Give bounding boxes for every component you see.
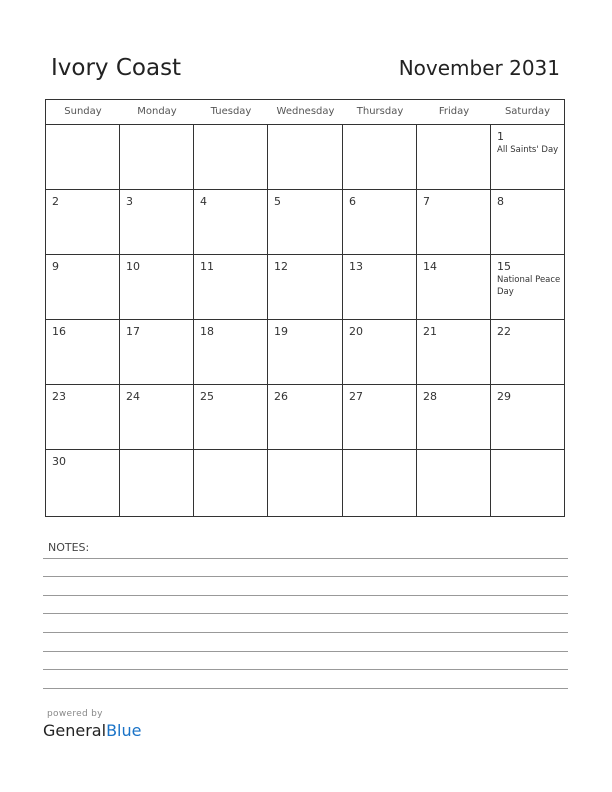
day-cell (194, 320, 268, 385)
day-number: 28 (423, 390, 437, 403)
day-cell (268, 125, 343, 190)
day-cell (194, 255, 268, 320)
day-cell (268, 320, 343, 385)
day-number: 7 (423, 195, 430, 208)
holiday-label: All Saints' Day (497, 145, 559, 155)
weekday-thursday: Thursday (356, 106, 404, 117)
day-cell (46, 385, 120, 450)
day-cell (46, 450, 120, 516)
day-cell (120, 190, 194, 255)
day-cell (343, 385, 417, 450)
day-cell (268, 385, 343, 450)
weekday-saturday: Saturday (504, 106, 551, 117)
day-number: 21 (423, 325, 437, 338)
day-cell (417, 255, 491, 320)
weekday-sunday: Sunday (64, 106, 102, 117)
day-cell (491, 385, 564, 450)
day-number: 25 (200, 390, 214, 403)
weekday-tuesday: Tuesday (210, 106, 252, 117)
day-cell (491, 255, 564, 320)
day-cell (120, 255, 194, 320)
day-number: 29 (497, 390, 511, 403)
day-number: 6 (349, 195, 356, 208)
day-cell (120, 450, 194, 516)
calendar-grid (45, 99, 565, 517)
day-cell (343, 255, 417, 320)
day-number: 9 (52, 260, 59, 273)
day-number: 10 (126, 260, 140, 273)
day-cell (194, 125, 268, 190)
day-number: 3 (126, 195, 133, 208)
note-line (43, 632, 568, 633)
day-cell (417, 125, 491, 190)
note-line (43, 558, 568, 559)
day-number: 20 (349, 325, 363, 338)
day-cell (46, 190, 120, 255)
day-number: 13 (349, 260, 363, 273)
country-title: Ivory Coast (51, 55, 182, 81)
note-line (43, 576, 568, 577)
day-number: 1 (497, 130, 504, 143)
day-number: 30 (52, 455, 66, 468)
weekday-wednesday: Wednesday (276, 106, 335, 117)
day-number: 15 (497, 260, 511, 273)
day-cell (343, 320, 417, 385)
day-number: 8 (497, 195, 504, 208)
day-cell (417, 450, 491, 516)
day-cell (46, 255, 120, 320)
day-number: 11 (200, 260, 214, 273)
brand-blue: Blue (106, 721, 142, 740)
day-cell (417, 320, 491, 385)
holiday-label: National Peace Day (497, 275, 561, 297)
day-number: 26 (274, 390, 288, 403)
day-cell (268, 255, 343, 320)
day-number: 18 (200, 325, 214, 338)
day-cell (343, 125, 417, 190)
day-cell (46, 125, 120, 190)
day-cell (46, 320, 120, 385)
month-year-title: November 2031 (398, 56, 560, 80)
day-number: 24 (126, 390, 140, 403)
day-number: 23 (52, 390, 66, 403)
day-cell (417, 385, 491, 450)
day-number: 16 (52, 325, 66, 338)
day-cell (491, 190, 564, 255)
day-cell (268, 450, 343, 516)
day-cell (194, 385, 268, 450)
day-cell (343, 190, 417, 255)
note-line (43, 688, 568, 689)
day-cell (120, 385, 194, 450)
day-number: 19 (274, 325, 288, 338)
day-cell (491, 450, 564, 516)
day-number: 12 (274, 260, 288, 273)
day-cell (194, 450, 268, 516)
day-cell (268, 190, 343, 255)
weekday-monday: Monday (137, 106, 177, 117)
day-number: 27 (349, 390, 363, 403)
weekday-header-row (46, 100, 564, 125)
generalblue-logo[interactable] (43, 721, 141, 740)
note-line (43, 595, 568, 596)
day-cell (194, 190, 268, 255)
day-number: 4 (200, 195, 207, 208)
day-cell (343, 450, 417, 516)
day-number: 22 (497, 325, 511, 338)
notes-label: NOTES: (48, 541, 90, 554)
note-line (43, 651, 568, 652)
weekday-friday: Friday (438, 106, 470, 117)
day-number: 2 (52, 195, 59, 208)
day-cell (417, 190, 491, 255)
note-line (43, 613, 568, 614)
day-cell (491, 320, 564, 385)
day-number: 14 (423, 260, 437, 273)
powered-by-text: powered by (47, 709, 103, 719)
day-number: 17 (126, 325, 140, 338)
day-number: 5 (274, 195, 281, 208)
day-cell (491, 125, 564, 190)
brand-general: General (43, 721, 107, 740)
day-cell (120, 125, 194, 190)
day-cell (120, 320, 194, 385)
note-line (43, 669, 568, 670)
